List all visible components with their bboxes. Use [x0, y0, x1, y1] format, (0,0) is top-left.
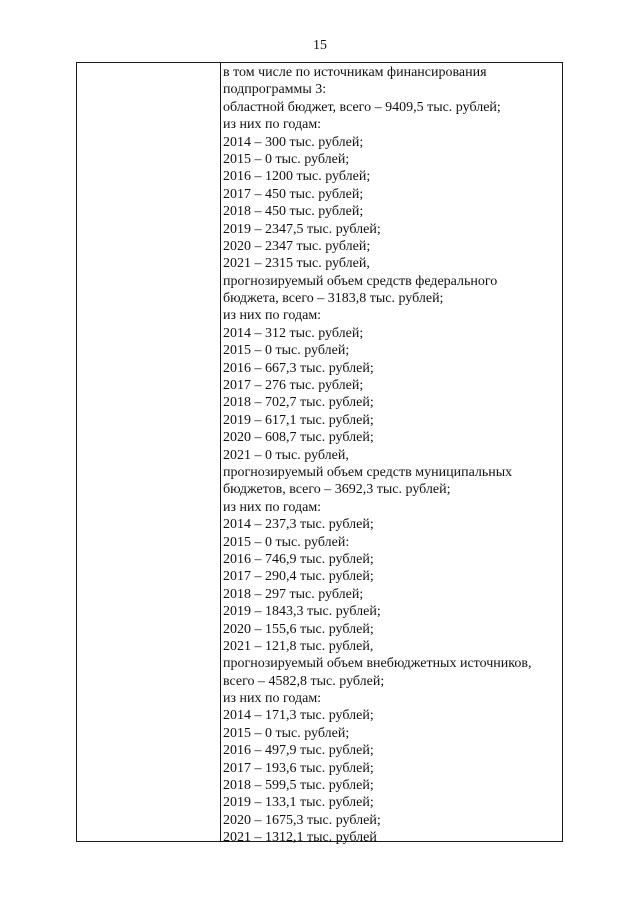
funding-line: 2021 – 121,8 тыс. рублей, — [223, 638, 374, 654]
funding-line: 2014 – 312 тыс. рублей; — [223, 325, 364, 341]
funding-line: 2014 – 237,3 тыс. рублей; — [223, 517, 374, 533]
funding-line: 2020 – 1675,3 тыс. рублей; — [223, 812, 381, 828]
funding-line: из них по годам: — [223, 499, 322, 515]
page-number: 15 — [313, 38, 327, 53]
funding-line: 2015 – 0 тыс. рублей; — [223, 151, 350, 167]
funding-line: в том числе по источникам финансирования — [223, 65, 487, 80]
funding-line: 2017 – 276 тыс. рублей; — [223, 378, 364, 394]
funding-line: бюджетов, всего – 3692,3 тыс. рублей; — [223, 482, 451, 498]
funding-line: 2015 – 0 тыс. рублей; — [223, 343, 350, 359]
funding-line: 2018 – 297 тыс. рублей; — [223, 586, 364, 602]
funding-line: 2021 – 0 тыс. рублей, — [223, 447, 349, 463]
funding-line: из них по годам: — [223, 117, 322, 133]
funding-line: 2021 – 1312,1 тыс. рублей — [223, 830, 377, 846]
funding-line: из них по годам: — [223, 691, 322, 707]
funding-line: бюджета, всего – 3183,8 тыс. рублей; — [223, 291, 444, 307]
funding-line: 2020 – 155,6 тыс. рублей; — [223, 621, 374, 637]
funding-table — [76, 62, 563, 846]
table-right-cell — [223, 64, 558, 847]
funding-line: 2020 – 2347 тыс. рублей; — [223, 238, 371, 254]
funding-line: подпрограммы 3: — [223, 82, 327, 98]
funding-line: 2014 – 171,3 тыс. рублей; — [223, 708, 374, 724]
funding-line: прогнозируемый объем средств федерального — [223, 273, 498, 289]
funding-line: 2019 – 2347,5 тыс. рублей; — [223, 221, 381, 237]
funding-line: 2019 – 617,1 тыс. рублей; — [223, 412, 374, 428]
funding-line: 2015 – 0 тыс. рублей: — [223, 534, 350, 550]
funding-line: 2017 – 450 тыс. рублей; — [223, 186, 364, 202]
funding-line: 2016 – 746,9 тыс. рублей; — [223, 551, 374, 567]
funding-line: 2017 – 290,4 тыс. рублей; — [223, 569, 374, 585]
funding-line: 2018 – 702,7 тыс. рублей; — [223, 395, 374, 411]
funding-line: 2019 – 133,1 тыс. рублей; — [223, 795, 374, 811]
funding-line: 2016 – 497,9 тыс. рублей; — [223, 743, 374, 759]
funding-line: 2018 – 450 тыс. рублей; — [223, 204, 364, 220]
funding-line: из них по годам: — [223, 308, 322, 324]
funding-line: 2014 – 300 тыс. рублей; — [223, 134, 364, 150]
table-left-cell — [77, 63, 221, 841]
funding-line: 2016 – 667,3 тыс. рублей; — [223, 360, 374, 376]
funding-line: 2015 – 0 тыс. рублей; — [223, 725, 350, 741]
funding-line: 2017 – 193,6 тыс. рублей; — [223, 760, 374, 776]
funding-line: областной бюджет, всего – 9409,5 тыс. рублей; — [223, 99, 501, 115]
funding-line: всего – 4582,8 тыс. рублей; — [223, 673, 385, 689]
funding-line: 2019 – 1843,3 тыс. рублей; — [223, 604, 381, 620]
funding-line: 2018 – 599,5 тыс. рублей; — [223, 778, 374, 794]
funding-line: прогнозируемый объем внебюджетных источников, — [223, 656, 532, 672]
funding-line: 2021 – 2315 тыс. рублей, — [223, 256, 370, 272]
funding-line: 2020 – 608,7 тыс. рублей; — [223, 430, 374, 446]
funding-line: прогнозируемый объем средств муниципальных — [223, 464, 513, 480]
funding-line: 2016 – 1200 тыс. рублей; — [223, 169, 371, 185]
